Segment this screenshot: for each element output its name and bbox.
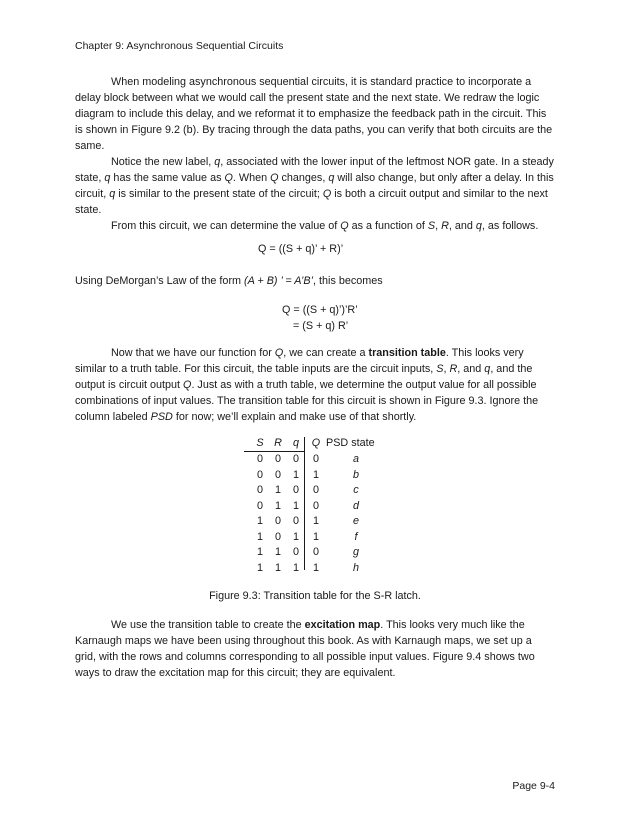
cell-q-upper: 0	[312, 499, 319, 512]
cell-q-upper: 1	[312, 515, 319, 527]
cell-s: 0	[256, 484, 263, 496]
cell-q-upper: 0	[312, 453, 319, 465]
cell-r: 0	[274, 468, 281, 481]
cell-s: 0	[256, 468, 263, 481]
cell-q-lower: 0	[292, 546, 299, 558]
cell-r: 0	[274, 453, 281, 465]
paragraph-demorgan: Using DeMorgan’s Law of the form (A + B) ’ = A’B’, this becomes	[75, 275, 383, 287]
paragraph-transition-table: Now that we have our function for Q, we can create a transition table. This looks very similar to a truth table. For this circuit, the table inputs are the circuit inputs, S, R, and q, and the output is circuit output Q. Just as with a truth table, we determine the output value for all possible combinations of input values. The transition table for this circuit is shown in Figure 9.3. Ignore the column labeled PSD for now; we’ll explain and make use of that shortly.	[75, 347, 539, 423]
cell-s: 1	[256, 530, 263, 543]
cell-q-upper: 1	[312, 530, 319, 543]
page-number: Page 9-4	[512, 780, 555, 792]
running-header: Chapter 9: Asynchronous Sequential Circuits	[75, 40, 284, 52]
equation-line-2: = (S + q) R’	[293, 320, 349, 332]
cell-r: 1	[274, 484, 281, 496]
cell-psd-state: f	[354, 530, 358, 543]
figure-caption: Figure 9.3: Transition table for the S-R latch.	[209, 590, 421, 602]
cell-s: 0	[256, 499, 263, 512]
cell-q-upper: 1	[312, 468, 319, 481]
cell-q-upper: 1	[312, 561, 319, 574]
cell-q-lower: 1	[292, 530, 299, 543]
cell-q-lower: 1	[292, 561, 299, 574]
cell-r: 1	[274, 561, 281, 574]
cell-r: 0	[274, 515, 281, 527]
cell-q-lower: 0	[292, 453, 299, 465]
header-q-lower: q	[292, 437, 299, 449]
table-output-divider	[304, 437, 305, 570]
cell-q-lower: 1	[292, 499, 299, 512]
equation-line-1: Q = ((S + q)’)’R’	[282, 304, 358, 316]
cell-q-upper: 0	[312, 484, 319, 496]
text-block-transition-intro	[75, 345, 555, 425]
cell-psd-state: b	[352, 468, 359, 481]
paragraph-delay-block: When modeling asynchronous sequential circuits, it is standard practice to incorporate a delay block between what we would call the present state and the next state. We redraw the logic diagram to include this delay, and we reformat it to emphasize the feedback path in the circuit. This is shown in Figure 9.2 (b). By tracing through the data paths, you can verify that both circuits are the same.	[75, 76, 553, 152]
header-psd-state: PSD state	[326, 437, 375, 449]
paragraph-function-of-q: From this circuit, we can determine the value of Q as a function of S, R, and q, as follows.	[111, 220, 539, 232]
equation-line: Q = ((S + q)’ + R)’	[258, 243, 344, 255]
cell-r: 0	[274, 530, 281, 543]
cell-psd-state: h	[352, 561, 359, 574]
cell-r: 1	[274, 499, 281, 512]
text-block-excitation	[75, 617, 555, 681]
table-header-rule	[244, 451, 304, 452]
cell-psd-state: e	[352, 515, 359, 527]
cell-psd-state: c	[353, 484, 359, 496]
text-block-top	[75, 74, 555, 234]
header-s: S	[256, 437, 264, 449]
cell-q-lower: 1	[292, 468, 299, 481]
header-r: R	[274, 437, 282, 449]
cell-s: 0	[256, 453, 263, 465]
text-block-demorgan	[75, 273, 555, 289]
cell-s: 1	[256, 515, 263, 527]
header-q-upper: Q	[311, 437, 321, 449]
cell-psd-state: d	[352, 499, 359, 512]
cell-psd-state: a	[352, 453, 359, 465]
cell-r: 1	[274, 546, 281, 558]
cell-q-upper: 0	[312, 546, 319, 558]
cell-s: 1	[256, 561, 263, 574]
cell-q-lower: 0	[292, 515, 299, 527]
cell-q-lower: 0	[292, 484, 299, 496]
cell-psd-state: g	[352, 546, 359, 558]
paragraph-excitation-map: We use the transition table to create the excitation map. This looks very much like the Karnaugh maps we have been using throughout this book. As with Karnaugh maps, we set up a grid, with the rows and columns corresponding to all possible input values. Figure 9.4 shows two ways to draw the excitation map for this circuit; they are equivalent.	[75, 619, 535, 679]
paragraph-new-label: Notice the new label, q, associated with the lower input of the leftmost NOR gate. In a steady state, q has the same value as Q. When Q changes, q will also change, but only after a delay. In this circuit, q is similar to the present state of the circuit; Q is both a circuit output and similar to the next state.	[75, 156, 554, 216]
cell-s: 1	[256, 546, 263, 558]
